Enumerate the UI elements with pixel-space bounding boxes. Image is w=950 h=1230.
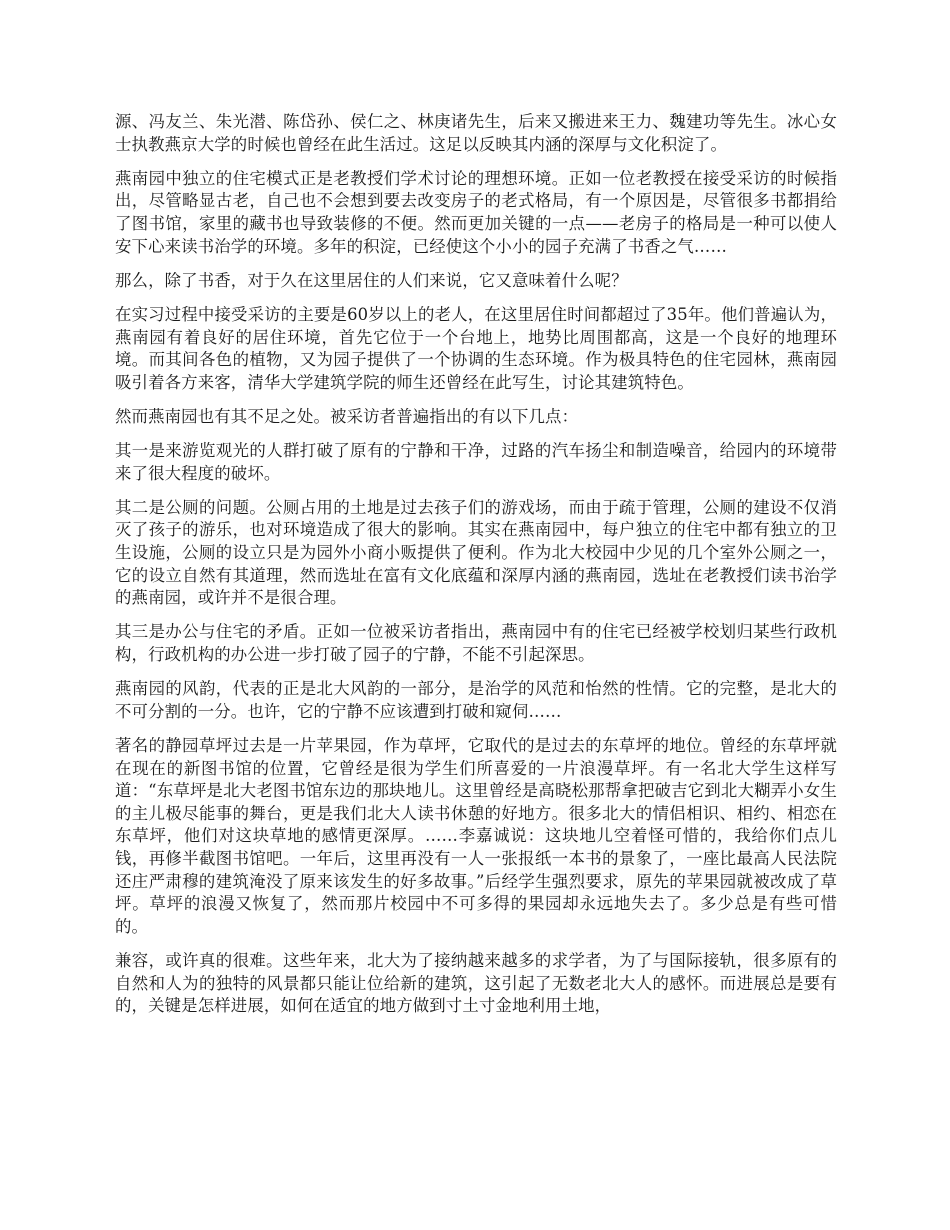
paragraph-9: 燕南园的风韵，代表的正是北大风韵的一部分，是治学的风范和怡然的性情。它的完整，是北大的不可分割的一分。也许，它的宁静不应该遭到打破和窥伺…… — [115, 679, 837, 721]
paragraph-11: 兼容，或许真的很难。这些年来，北大为了接纳越来越多的求学者，为了与国际接轨，很多原有的自然和人为的独特的风景都只能让位给新的建筑，这引起了无数老北大人的感怀。而进展总是要有的，关键是怎样进展，如何在适宜的地方做到寸土寸金地利用土地， — [115, 950, 837, 1016]
paragraph-10: 著名的静园草坪过去是一片苹果园，作为草坪，它取代的是过去的东草坪的地位。曾经的东草坪就在现在的新图书馆的位置，它曾经是很为学生们所喜爱的一片浪漫草坪。有一名北大学生这样写道：“东草坪是北大老图书馆东边的那块地儿。这里曾经是高晓松那帮拿把破吉它到北大糊弄小女生的主儿极尽能事的舞台，更是我们北大人读书休憩的好地方。很多北大的情侣相识、相约、相恋在东草坪，他们对这块草地的感情更深厚。……李嘉诚说：这块地儿空着怪可惜的，我给你们点儿钱，再修半截图书馆吧。一年后，这里再没有一人一张报纸一本书的景象了，一座比最高人民法院还庄严肃穆的建筑淹没了原来该发生的好多故事。”后经学生强烈要求，原先的苹果园就被改成了草坪。草坪的浪漫又恢复了，然而那片校园中不可多得的果园却永远地失去了。多少总是有些可惜的。 — [115, 736, 837, 936]
paragraph-3: 那么，除了书香，对于久在这里居住的人们来说，它又意味着什么呢？ — [115, 270, 628, 290]
paragraph-5: 然而燕南园也有其不足之处。被采访者普遍指出的有以下几点： — [115, 406, 579, 426]
paragraph-8: 其三是办公与住宅的矛盾。正如一位被采访者指出，燕南园中有的住宅已经被学校划归某些行政机构，行政机构的办公进一步打破了园子的宁静，不能不引起深思。 — [115, 622, 837, 665]
document-page — [115, 111, 837, 1029]
paragraph-7: 其二是公厕的问题。公厕占用的土地是过去孩子们的游戏场，而由于疏于管理，公厕的建设不仅消灭了孩子的游乐，也对环境造成了很大的影响。其实在燕南园中，每户独立的住宅中都有独立的卫生设施，公厕的设立只是为园外小商小贩提供了便利。作为北大校园中少见的几个室外公厕之一，它的设立自然有其道理，然而选址在富有文化底蕴和深厚内涵的燕南园，选址在老教授们读书治学的燕南园，或许并不是很合理。 — [115, 497, 837, 608]
paragraph-1: 源、冯友兰、朱光潜、陈岱孙、侯仁之、林庚诸先生，后来又搬进来王力、魏建功等先生。冰心女士执教燕京大学的时候也曾经在此生活过。这足以反映其内涵的深厚与文化积淀了。 — [115, 112, 837, 154]
paragraph-2: 燕南园中独立的住宅模式正是老教授们学术讨论的理想环境。正如一位老教授在接受采访的时候指出，尽管略显古老，自己也不会想到要去改变房子的老式格局，有一个原因是，尽管很多书都捐给了图书馆，家里的藏书也导致装修的不便。然而更加关键的一点——老房子的格局是一种可以使人安下心来读书治学的环境。多年的积淀，已经使这个小小的园子充满了书香之气…… — [115, 168, 837, 256]
paragraph-4: 在实习过程中接受采访的主要是60岁以上的老人，在这里居住时间都超过了35年。他们普遍认为，燕南园有着良好的居住环境，首先它位于一个台地上，地势比周围都高，这是一个良好的地理环境。而其间各色的植物，又为园子提供了一个协调的生态环境。作为极具特色的住宅园林，燕南园吸引着各方来客，清华大学建筑学院的师生还曾经在此写生，讨论其建筑特色。 — [115, 304, 837, 392]
paragraph-6: 其一是来游览观光的人群打破了原有的宁静和干净，过路的汽车扬尘和制造噪音，给园内的环境带来了很大程度的破坏。 — [115, 441, 837, 483]
